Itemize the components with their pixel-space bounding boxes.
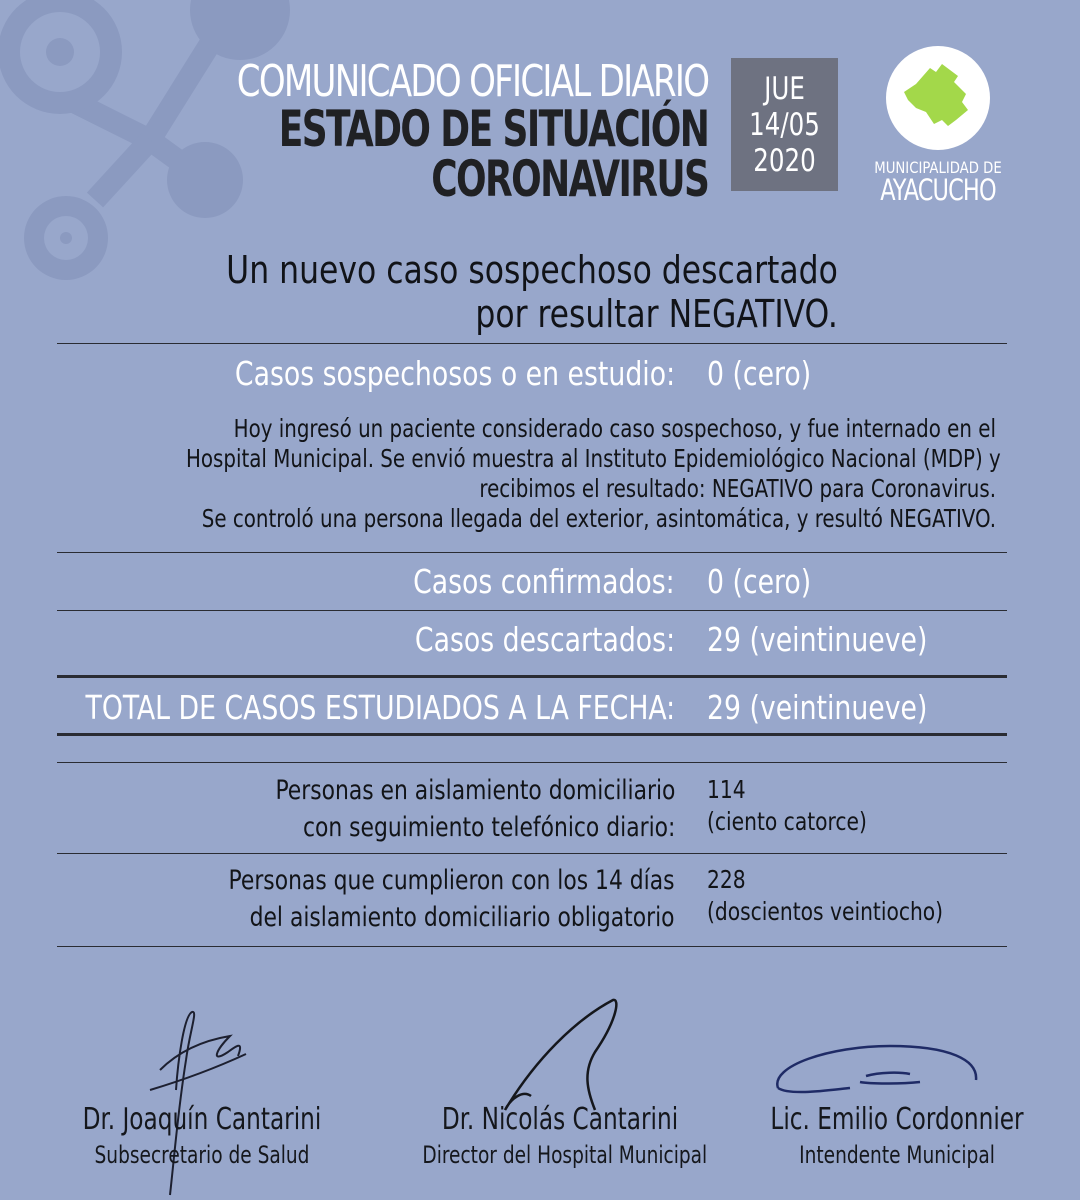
header-line3: CORONAVIRUS [430, 150, 708, 208]
signature-name-3: Lic. Emilio Cordonnier [770, 1102, 1024, 1137]
isolation-label-line2: con seguimiento telefónico diario: [302, 812, 675, 843]
divider [57, 946, 1007, 947]
completed-value [707, 864, 969, 928]
confirmed-value: 0 (cero) [707, 562, 812, 601]
isolation-label-line1: Personas en aislamiento domiciliario [275, 775, 675, 806]
signature-block-3 [737, 1102, 1057, 1169]
header-line1: COMUNICADO OFICIAL DIARIO [236, 56, 708, 107]
signature-role-2: Director del Hospital Municipal [422, 1141, 708, 1169]
isolation-label [231, 772, 675, 846]
divider-thick [57, 675, 1007, 678]
isolation-words: (ciento catorce) [707, 807, 867, 836]
signature-block-2 [400, 1102, 720, 1169]
discarded-value: 29 (veintinueve) [707, 620, 928, 659]
confirmed-label: Casos confirmados: [413, 562, 675, 601]
divider [57, 853, 1007, 854]
header-titles [160, 56, 708, 208]
divider [57, 552, 1007, 553]
total-label: TOTAL DE CASOS ESTUDIADOS A LA FECHA: [85, 688, 675, 727]
divider [57, 343, 1007, 344]
discarded-label: Casos descartados: [414, 620, 675, 659]
paragraph-line2: Hospital Municipal. Se envió muestra al Instituto Epidemiológico Nacional (MDP) y [186, 444, 1001, 473]
header-line2: ESTADO DE SITUACIÓN [278, 100, 708, 158]
report-paragraph [96, 414, 1001, 534]
completed-words: (doscientos veintiocho) [707, 897, 944, 926]
signature-name-2: Dr. Nicolás Cantarini [441, 1102, 679, 1137]
headline-line2: por resultar NEGATIVO. [475, 292, 838, 336]
divider [57, 610, 1007, 611]
isolation-value [707, 774, 885, 838]
date-badge [731, 58, 838, 191]
headline-line1: Un nuevo caso sospechoso descartado [226, 248, 838, 292]
paragraph-line4: Se controló una persona llegada del exterior, asintomática, y resultó NEGATIVO. [201, 504, 996, 533]
completed-label-line1: Personas que cumplieron con los 14 días [229, 865, 675, 896]
signature-scribble-1-icon [120, 1000, 260, 1200]
signature-role-3: Intendente Municipal [799, 1141, 995, 1169]
date-year: 2020 [753, 142, 816, 179]
suspected-value: 0 (cero) [707, 354, 812, 393]
completed-label-line2: del aislamiento domiciliario obligatorio [250, 902, 675, 933]
paragraph-line1: Hoy ingresó un paciente considerado caso sospechoso, y fue internado en el [233, 414, 996, 443]
divider [57, 762, 1007, 763]
signature-name-1: Dr. Joaquín Cantarini [82, 1102, 322, 1137]
suspected-label: Casos sospechosos o en estudio: [234, 354, 675, 393]
signature-block-1 [42, 1102, 362, 1169]
municipality-logo [858, 46, 1018, 205]
logo-circle [886, 46, 990, 150]
completed-label [179, 862, 675, 936]
signature-role-1: Subsecretario de Salud [94, 1141, 310, 1169]
ayacucho-map-icon [886, 46, 990, 150]
signature-scribble-3-icon [770, 1038, 990, 1108]
total-value: 29 (veintinueve) [707, 688, 928, 727]
isolation-number: 114 [707, 775, 746, 804]
paragraph-line3: recibimos el resultado: NEGATIVO para Coronavirus. [479, 474, 996, 503]
divider-thick [57, 733, 1007, 736]
date-day: JUE [764, 70, 805, 107]
logo-big-text: AYACUCHO [880, 173, 996, 207]
headline [173, 248, 838, 336]
completed-number: 228 [707, 865, 746, 894]
date-daymonth: 14/05 [749, 106, 820, 143]
logo-small-text: MUNICIPALIDAD DE [874, 158, 1002, 177]
